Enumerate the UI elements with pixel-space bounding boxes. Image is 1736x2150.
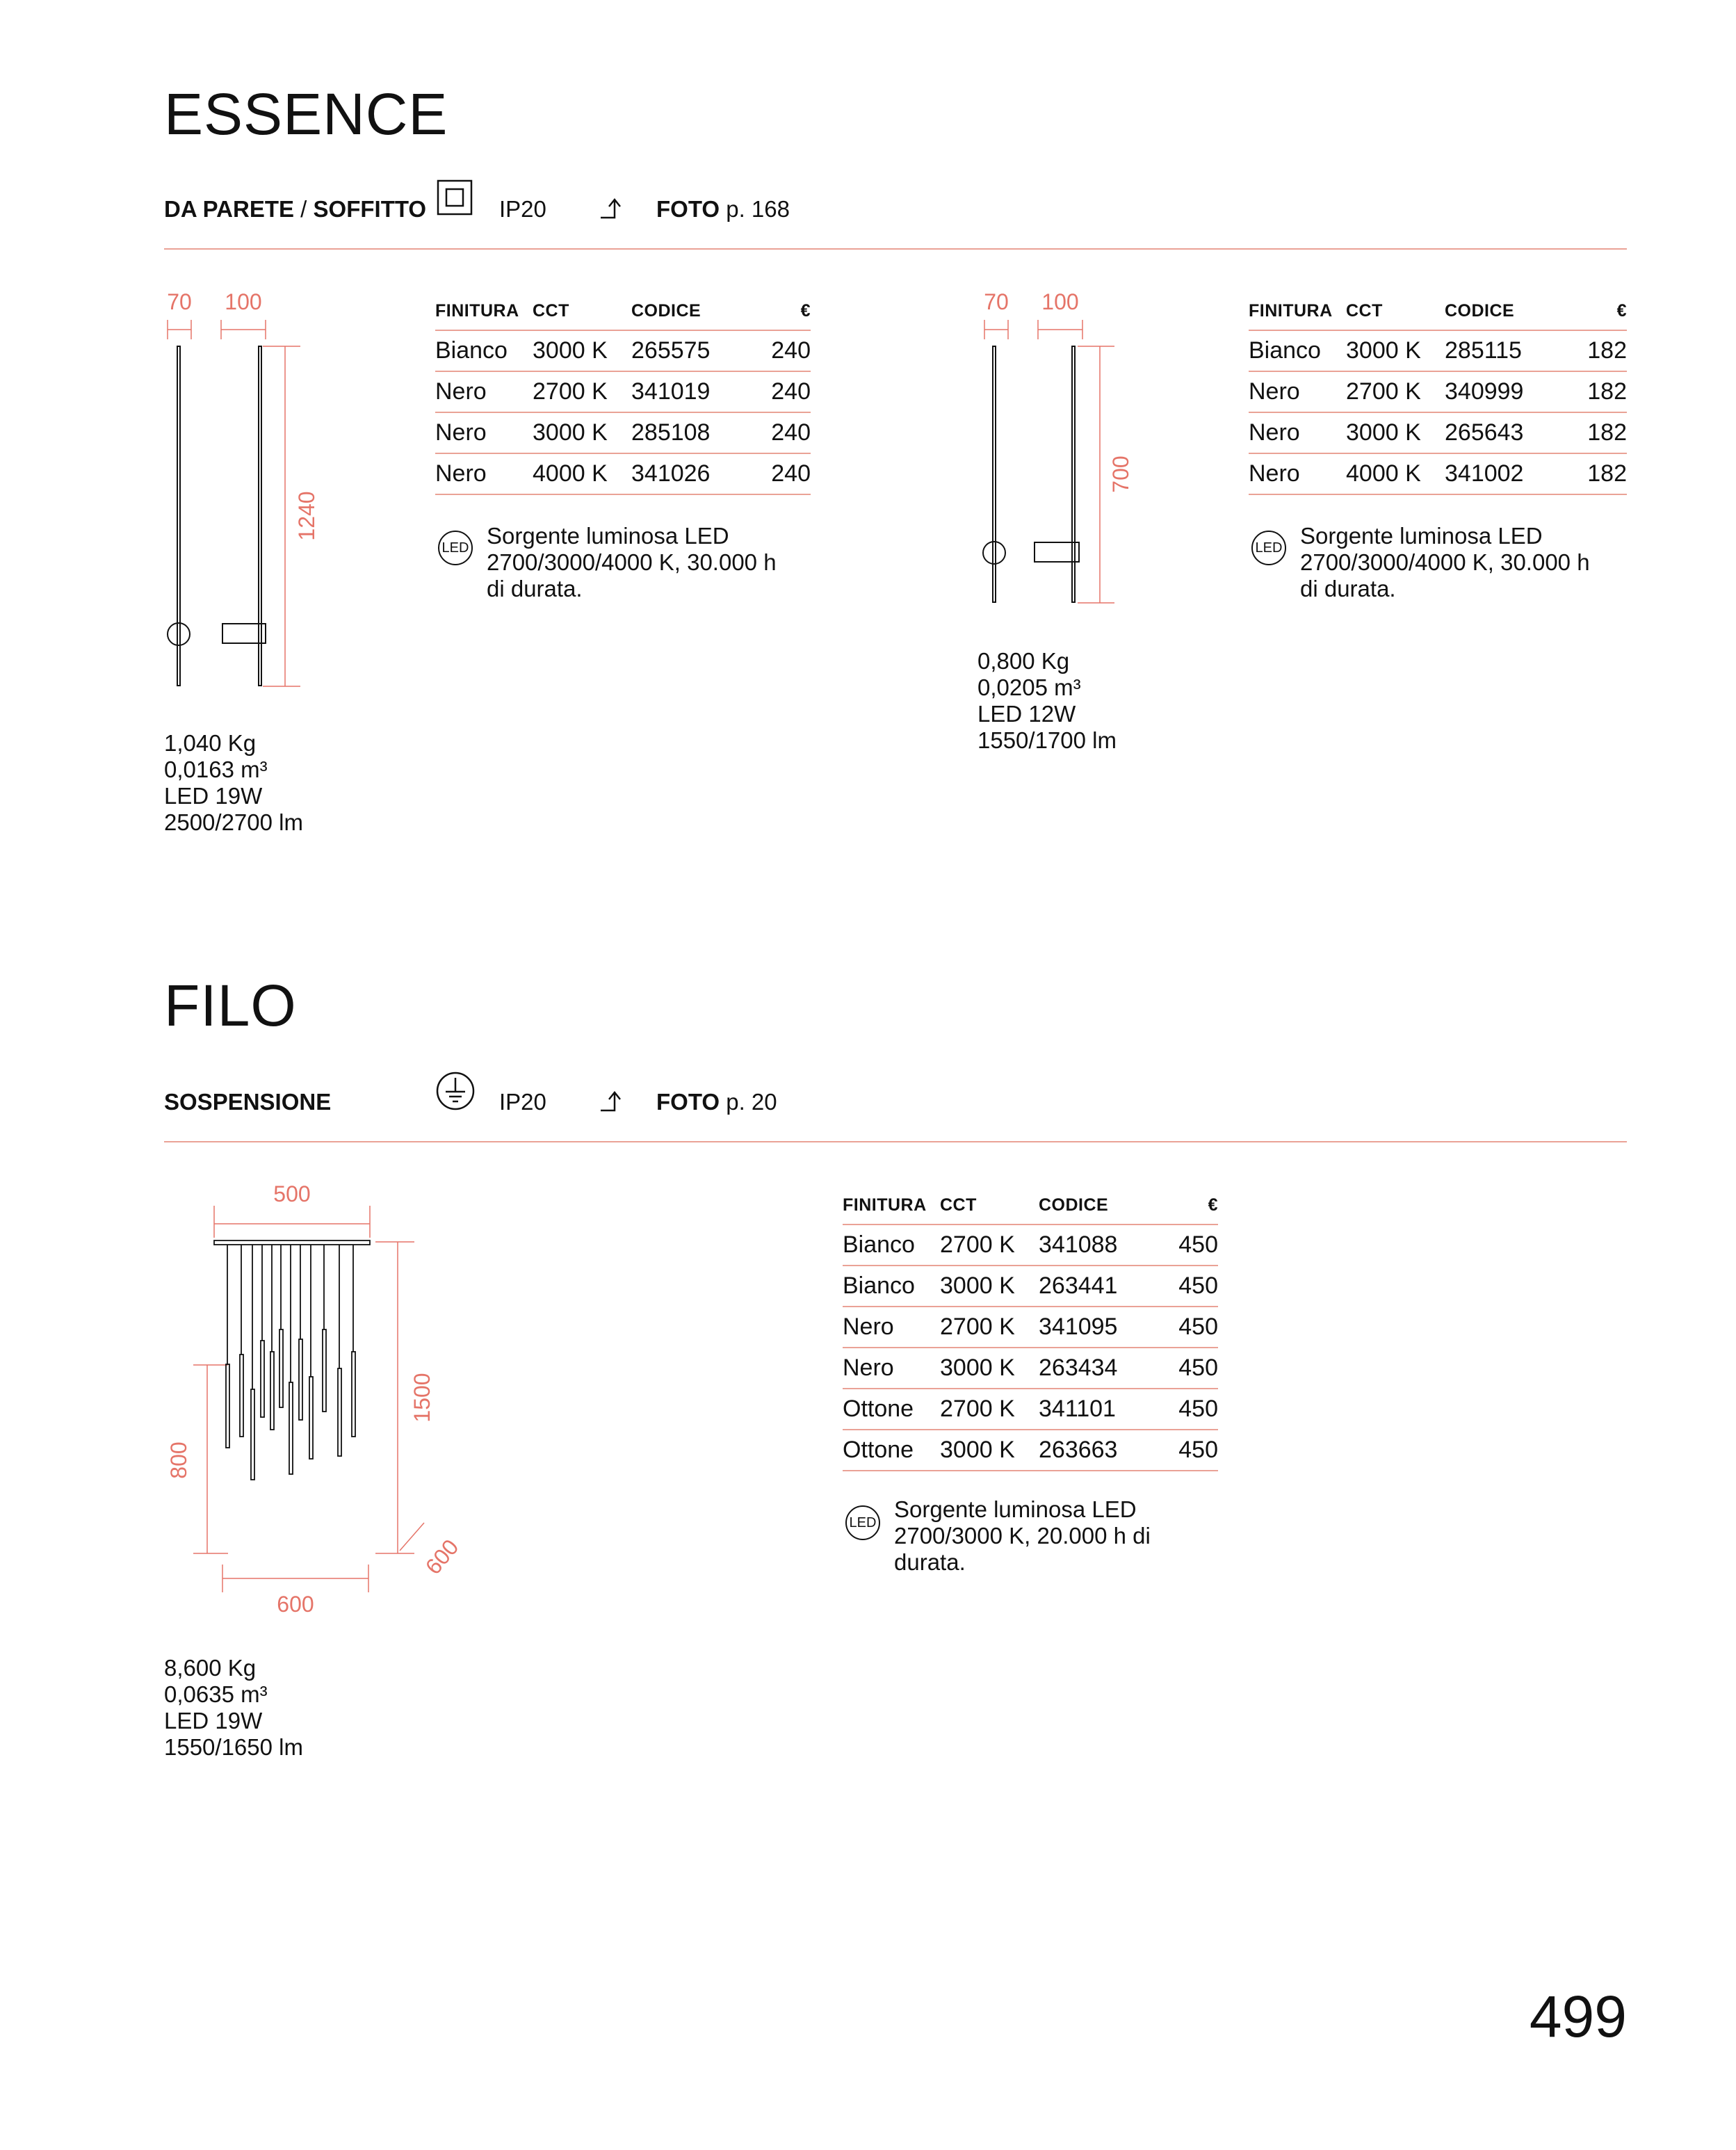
note-line: di durata. [487,576,583,601]
col-cct: CCT [533,292,631,330]
dim-top-width: 500 [273,1181,311,1206]
cell-code: 341019 [631,371,741,412]
table-row [435,412,811,453]
cell-finish: Nero [1249,371,1346,412]
dim-depth: 600 [420,1534,464,1579]
filo-mount-type [164,1090,331,1113]
dim-width-2: 100 [225,289,262,314]
filo-stats [164,1655,303,1761]
cell-finish: Bianco [843,1224,940,1266]
photo-reference-arrow-icon [599,1088,627,1116]
cell-price: 240 [741,453,811,494]
cell-code: 265643 [1445,412,1555,453]
col-cct: CCT [940,1186,1039,1224]
cell-finish: Ottone [843,1389,940,1430]
essence-small-light-source-note [1300,523,1590,602]
power: LED 19W [164,1708,263,1733]
filo-dimension-drawing [153,1168,487,1627]
table-row [1249,330,1627,371]
cell-cct: 2700 K [940,1389,1039,1430]
table-row [435,371,811,412]
table-row [843,1224,1218,1266]
filo-light-source-note [894,1496,1151,1576]
dim-width-1: 70 [984,289,1009,314]
volume: 0,0163 m³ [164,757,268,782]
cell-cct: 4000 K [1346,453,1445,494]
cell-code: 341095 [1039,1307,1149,1348]
volume: 0,0205 m³ [977,674,1081,700]
cell-cct: 2700 K [940,1307,1039,1348]
col-codice: CODICE [1445,292,1555,330]
cell-price: 240 [741,330,811,371]
cell-cct: 3000 K [940,1266,1039,1307]
cell-code: 263434 [1039,1348,1149,1389]
cell-price: 240 [741,371,811,412]
cell-price: 182 [1555,371,1627,412]
luminous-flux: 1550/1700 lm [977,727,1117,753]
table-row [843,1348,1218,1389]
photo-reference-arrow-icon [599,195,627,223]
table-header-row [1249,292,1627,330]
table-row [843,1430,1218,1471]
essence-small-dimension-drawing [970,278,1137,626]
cell-code: 341088 [1039,1224,1149,1266]
luminous-flux: 1550/1650 lm [164,1734,303,1760]
cell-cct: 2700 K [1346,371,1445,412]
cell-price: 450 [1149,1307,1218,1348]
wall-ceiling-mount-icon [437,179,474,217]
note-line: 2700/3000/4000 K, 30.000 h [487,549,777,575]
cell-code: 263663 [1039,1430,1149,1471]
dim-drop: 800 [166,1441,191,1479]
note-line: 2700/3000 K, 20.000 h di [894,1523,1151,1549]
cell-cct: 3000 K [533,330,631,371]
note-line: Sorgente luminosa LED [1300,523,1543,549]
essence-mount-type [164,197,426,220]
essence-title: ESSENCE [164,81,448,147]
essence-section-rule [164,248,1627,250]
essence-large-spec-table [435,292,811,495]
table-row [843,1389,1218,1430]
photo-label: FOTO [656,1089,720,1115]
cell-cct: 3000 K [1346,412,1445,453]
table-row [1249,453,1627,494]
cell-finish: Ottone [843,1430,940,1471]
cell-price: 450 [1149,1224,1218,1266]
cell-cct: 4000 K [533,453,631,494]
mount-type-b: SOFFITTO [313,196,427,222]
cell-code: 265575 [631,330,741,371]
cell-code: 340999 [1445,371,1555,412]
note-line: Sorgente luminosa LED [894,1496,1137,1522]
cell-finish: Bianco [843,1266,940,1307]
cell-finish: Nero [435,453,533,494]
col-codice: CODICE [631,292,741,330]
cell-price: 182 [1555,453,1627,494]
note-line: 2700/3000/4000 K, 30.000 h [1300,549,1590,575]
table-header-row [435,292,811,330]
essence-large-light-source-note [487,523,777,602]
col-finitura: FINITURA [843,1186,940,1224]
cell-finish: Nero [1249,453,1346,494]
col-cct: CCT [1346,292,1445,330]
cell-finish: Nero [435,412,533,453]
cell-code: 341002 [1445,453,1555,494]
cell-price: 182 [1555,330,1627,371]
dim-bottom-width: 600 [277,1592,314,1617]
cell-cct: 2700 K [533,371,631,412]
essence-ip-rating: IP20 [499,196,546,222]
cell-price: 450 [1149,1389,1218,1430]
cell-price: 182 [1555,412,1627,453]
note-line: Sorgente luminosa LED [487,523,729,549]
cell-finish: Bianco [435,330,533,371]
cell-code: 285108 [631,412,741,453]
weight: 8,600 Kg [164,1655,257,1681]
cell-cct: 3000 K [533,412,631,453]
table-row [843,1266,1218,1307]
dim-width-2: 100 [1041,289,1079,314]
mount-type-a: DA PARETE [164,196,295,222]
weight: 0,800 Kg [977,648,1070,674]
table-row [1249,371,1627,412]
page-number: 499 [1529,1984,1627,2049]
photo-page: p. 20 [720,1089,777,1115]
cell-finish: Nero [843,1348,940,1389]
essence-photo-ref[interactable] [656,197,790,220]
filo-title: FILO [164,973,297,1038]
led-icon: LED [1251,531,1286,565]
cell-cct: 3000 K [940,1430,1039,1471]
cell-finish: Nero [843,1307,940,1348]
dim-height: 700 [1108,455,1133,493]
cell-price: 450 [1149,1266,1218,1307]
filo-section-rule [164,1141,1627,1142]
filo-ip-rating: IP20 [499,1089,546,1115]
cell-finish: Nero [435,371,533,412]
dim-width-1: 70 [167,289,192,314]
dim-height: 1240 [294,491,319,541]
suspension-icon [435,1071,476,1111]
col-price: € [1149,1186,1218,1224]
col-price: € [741,292,811,330]
cell-finish: Nero [1249,412,1346,453]
photo-label: FOTO [656,196,720,222]
weight: 1,040 Kg [164,730,257,756]
col-price: € [1555,292,1627,330]
cell-cct: 3000 K [940,1348,1039,1389]
led-icon: LED [845,1505,880,1540]
essence-small-stats [977,648,1117,754]
col-codice: CODICE [1039,1186,1149,1224]
cell-code: 341101 [1039,1389,1149,1430]
volume: 0,0635 m³ [164,1681,268,1707]
mount-type: SOSPENSIONE [164,1089,332,1115]
note-line: durata. [894,1549,966,1575]
photo-page: p. 168 [720,196,790,222]
cell-finish: Bianco [1249,330,1346,371]
table-row [843,1307,1218,1348]
table-header-row [843,1186,1218,1224]
essence-large-dimension-drawing [153,278,320,709]
power: LED 12W [977,701,1076,727]
essence-small-spec-table [1249,292,1627,495]
dim-total-height: 1500 [409,1373,435,1423]
cell-cct: 3000 K [1346,330,1445,371]
table-row [1249,412,1627,453]
cell-price: 240 [741,412,811,453]
filo-photo-ref[interactable] [656,1090,777,1113]
note-line: di durata. [1300,576,1396,601]
luminous-flux: 2500/2700 lm [164,809,303,835]
mount-separator: / [294,196,314,222]
led-icon: LED [438,531,473,565]
col-finitura: FINITURA [1249,292,1346,330]
cell-price: 450 [1149,1348,1218,1389]
table-row [435,453,811,494]
filo-spec-table [843,1186,1218,1471]
table-row [435,330,811,371]
cell-cct: 2700 K [940,1224,1039,1266]
cell-code: 263441 [1039,1266,1149,1307]
cell-code: 285115 [1445,330,1555,371]
power: LED 19W [164,783,263,809]
col-finitura: FINITURA [435,292,533,330]
essence-large-stats [164,730,303,836]
cell-price: 450 [1149,1430,1218,1471]
cell-code: 341026 [631,453,741,494]
